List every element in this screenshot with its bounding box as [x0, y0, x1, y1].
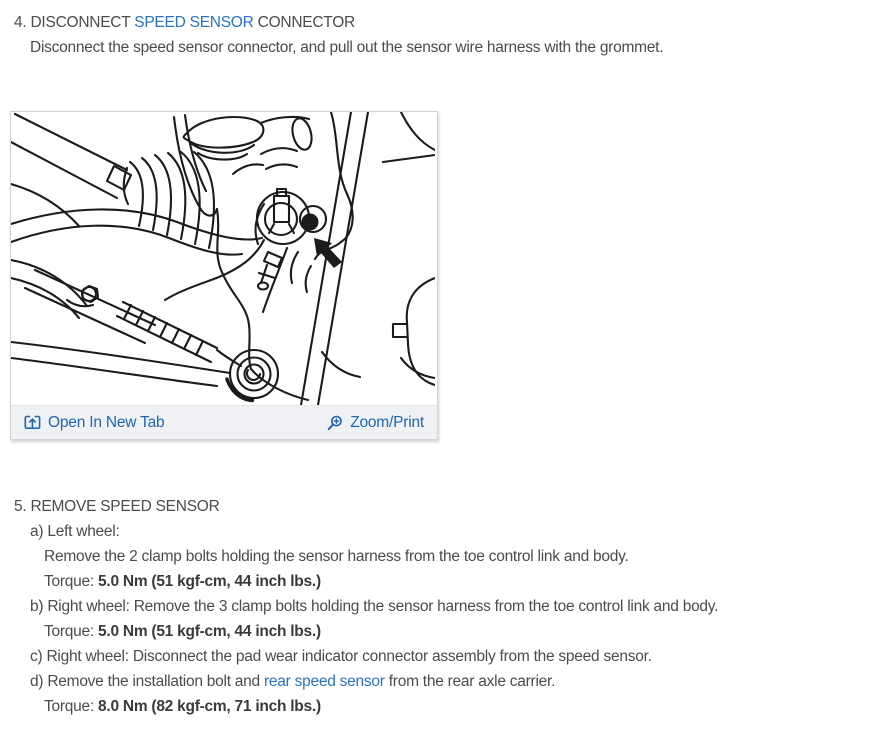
step4-description: Disconnect the speed sensor connector, and pull out the sensor wire harness with the grommet. — [30, 39, 664, 56]
step5-item-a-torque — [44, 569, 896, 594]
step5-item-d-prefix: d) Remove the installation bolt and — [30, 673, 264, 690]
speed-sensor-drawing — [11, 112, 435, 405]
step5-section — [0, 494, 896, 719]
step5-title: 5. REMOVE SPEED SENSOR — [14, 498, 220, 515]
step5-item-c-label: c) Right wheel: Disconnect the pad wear indicator connector assembly from the speed sensor. — [30, 648, 652, 665]
step4-title — [14, 12, 896, 34]
step5-item-d-label — [30, 669, 896, 694]
step5-item-a-instruction: Remove the 2 clamp bolts holding the sensor harness from the toe control link and body. — [44, 548, 629, 565]
torque-value: 5.0 Nm (51 kgf-cm, 44 inch lbs.) — [98, 573, 321, 590]
figure-card — [10, 111, 438, 440]
torque-value: 8.0 Nm (82 kgf-cm, 71 inch lbs.) — [98, 698, 321, 715]
step4-title-prefix: 4. DISCONNECT — [14, 14, 135, 31]
rear-speed-sensor-link[interactable]: rear speed sensor — [263, 673, 385, 690]
torque-value: 5.0 Nm (51 kgf-cm, 44 inch lbs.) — [98, 623, 321, 640]
step4-title-suffix: CONNECTOR — [253, 14, 355, 31]
step5-item-d-torque — [44, 694, 896, 719]
open-in-new-tab-label: Open In New Tab — [48, 413, 165, 431]
figure-image — [11, 112, 435, 405]
cursor-arrow-icon — [314, 238, 342, 268]
figure-toolbar — [11, 405, 437, 439]
open-in-new-tab-button[interactable] — [24, 414, 164, 432]
open-in-new-tab-icon — [24, 415, 41, 430]
speed-sensor-link[interactable]: SPEED SENSOR — [134, 14, 254, 31]
step5-item-b-torque — [44, 619, 896, 644]
magnifier-plus-icon — [327, 415, 343, 431]
zoom-print-label: Zoom/Print — [350, 413, 424, 431]
torque-label: Torque: — [44, 698, 99, 715]
torque-label: Torque: — [44, 623, 99, 640]
zoom-print-button[interactable] — [327, 414, 424, 432]
step5-item-b-label: b) Right wheel: Remove the 3 clamp bolts holding the sensor harness from the toe control link and body. — [30, 598, 719, 615]
torque-label: Torque: — [44, 573, 99, 590]
step5-item-d-suffix: from the rear axle carrier. — [384, 673, 556, 690]
step5-item-a-label: a) Left wheel: — [30, 523, 120, 540]
